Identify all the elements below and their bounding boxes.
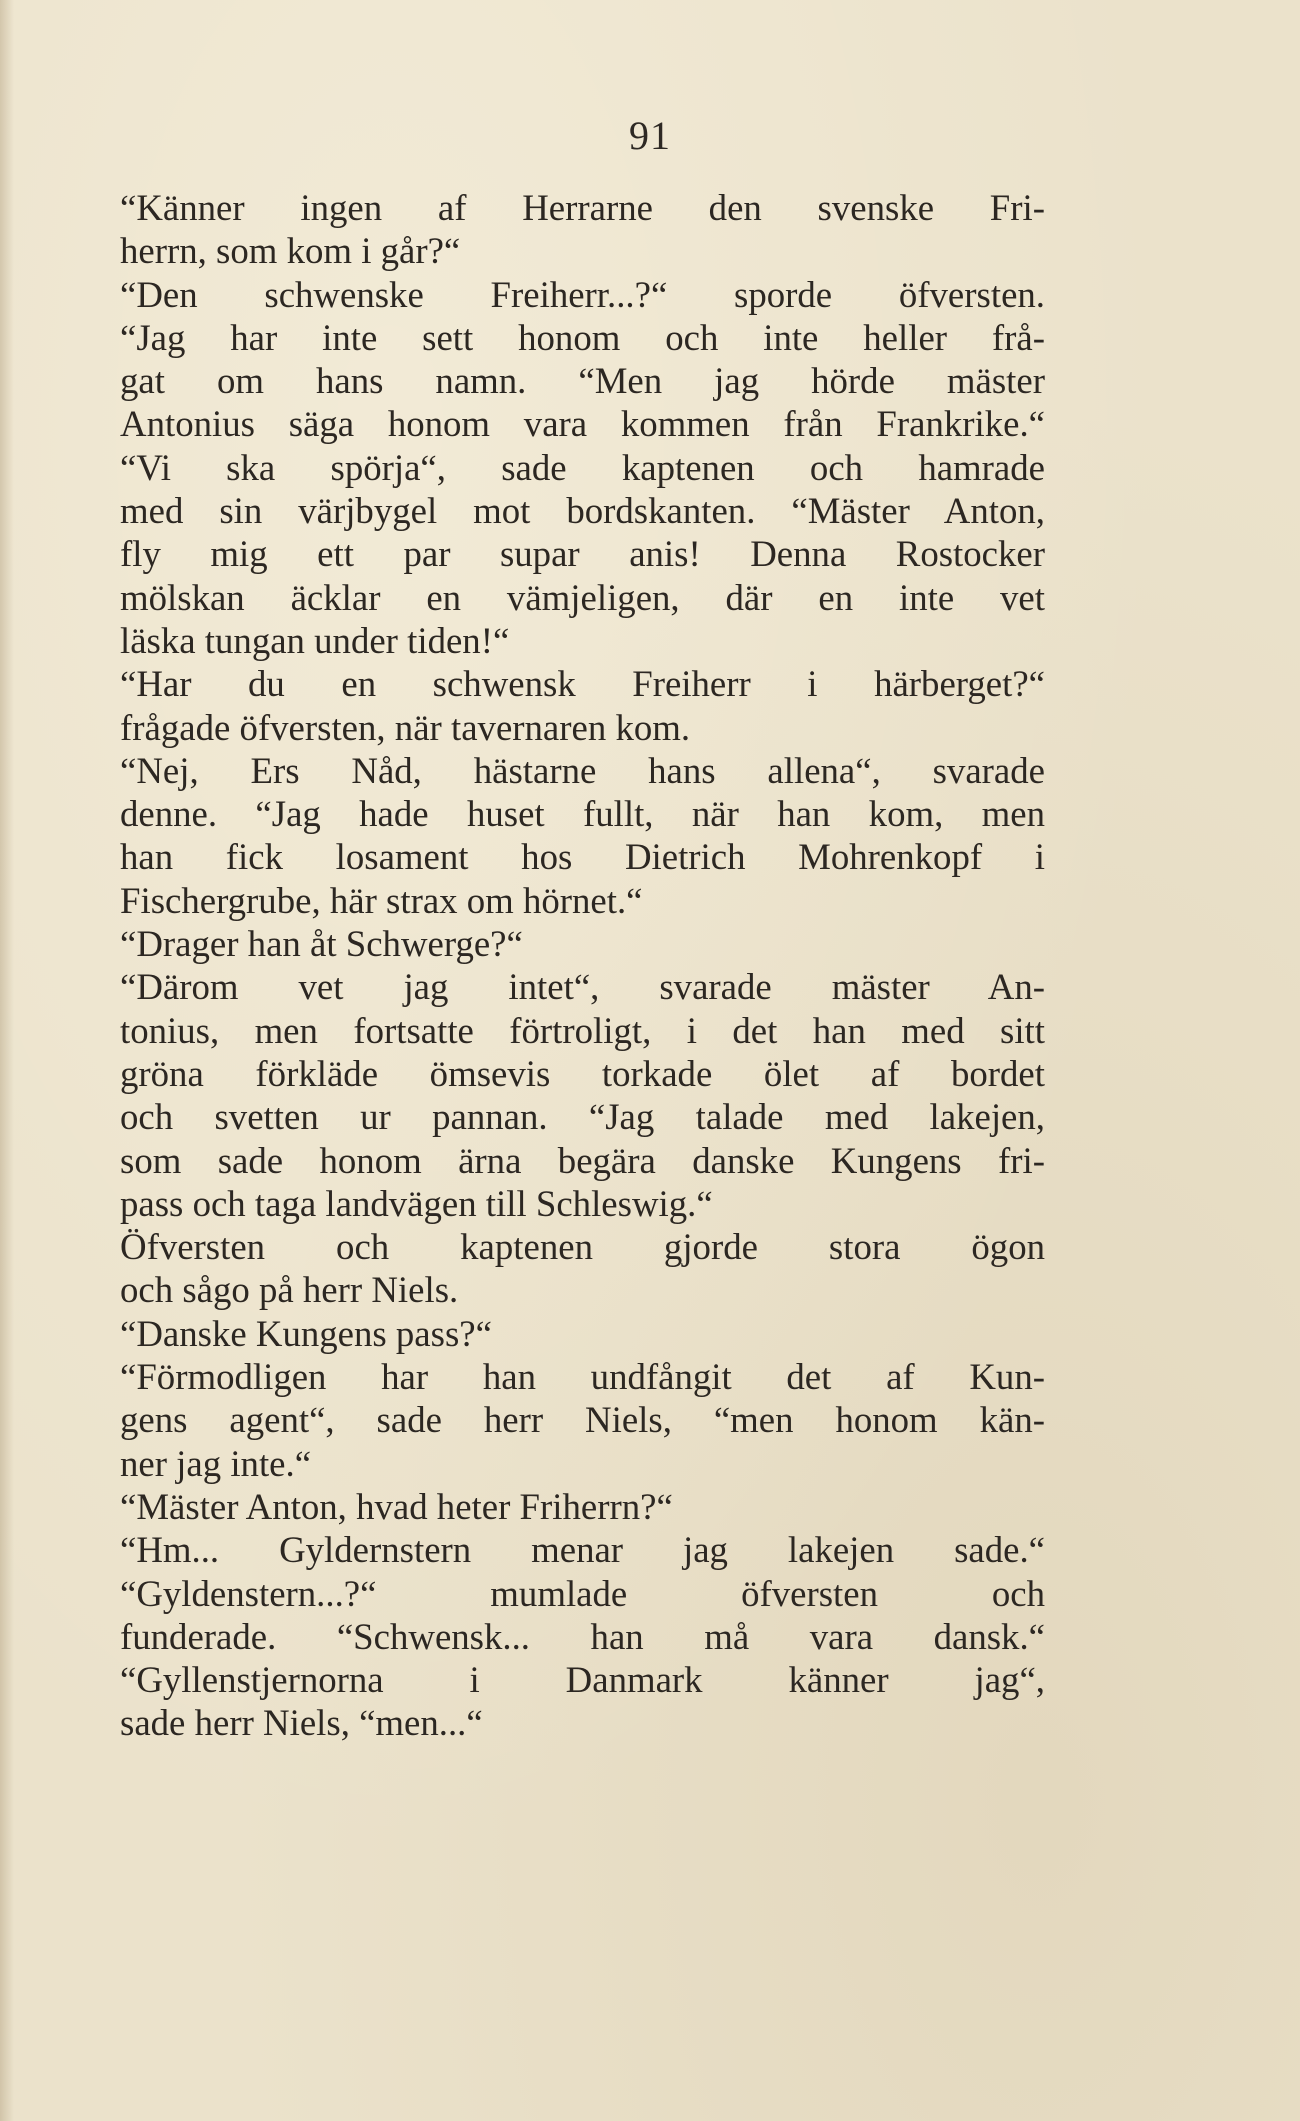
text-line: och svetten ur pannan. “Jag talade med lakejen,: [120, 1096, 1045, 1138]
text-line: “Har du en schwensk Freiherr i härberget?“: [120, 663, 1045, 705]
text-line: gens agent“, sade herr Niels, “men honom kän-: [120, 1399, 1045, 1441]
text-line: “Jag har inte sett honom och inte heller frå-: [120, 316, 1045, 358]
text-line: frågade öfversten, när tavernaren kom.: [120, 706, 691, 748]
text-line: “Mäster Anton, hvad heter Friherrn?“: [120, 1485, 673, 1527]
text-line: “Drager han åt Schwerge?“: [120, 923, 523, 965]
text-line: “Nej, Ers Nåd, hästarne hans allena“, svarade: [120, 749, 1045, 791]
text-line: herrn, som kom i går?“: [120, 230, 461, 272]
text-line: “Därom vet jag intet“, svarade mäster An-: [120, 966, 1045, 1008]
text-line: “Den schwenske Freiherr...?“ sporde öfversten.: [120, 273, 1045, 315]
text-line: läska tungan under tiden!“: [120, 619, 510, 661]
text-line: Öfversten och kaptenen gjorde stora ögon: [120, 1226, 1045, 1268]
text-line: “Hm... Gyldernstern menar jag lakejen sade.“: [120, 1529, 1045, 1571]
text-line: “Vi ska spörja“, sade kaptenen och hamrade: [120, 446, 1045, 488]
text-line: “Förmodligen har han undfångit det af Kun-: [120, 1356, 1045, 1398]
text-line: sade herr Niels, “men...“: [120, 1702, 483, 1744]
text-line: och sågo på herr Niels.: [120, 1269, 459, 1311]
text-line: han fick losament hos Dietrich Mohrenkopf i: [120, 836, 1045, 878]
text-line: mölskan äcklar en vämjeligen, där en inte vet: [120, 576, 1045, 618]
text-line: “Danske Kungens pass?“: [120, 1312, 492, 1354]
text-line: tonius, men fortsatte förtroligt, i det han med sitt: [120, 1009, 1045, 1051]
text-line: som sade honom ärna begära danske Kungens fri-: [120, 1139, 1045, 1181]
text-line: funderade. “Schwensk... han må vara dansk.“: [120, 1615, 1045, 1657]
text-line: denne. “Jag hade huset fullt, när han kom, men: [120, 793, 1045, 835]
text-line: “Gyldenstern...?“ mumlade öfversten och: [120, 1572, 1045, 1614]
text-line: Antonius säga honom vara kommen från Frankrike.“: [120, 403, 1045, 445]
text-line: fly mig ett par supar anis! Denna Rostocker: [120, 533, 1045, 575]
text-line: ner jag inte.“: [120, 1442, 312, 1484]
text-line: “Känner ingen af Herrarne den svenske Fri-: [120, 187, 1045, 228]
text-line: Fischergrube, här strax om hörnet.“: [120, 879, 643, 921]
page-number: 91: [629, 113, 671, 158]
text-line: pass och taga landvägen till Schleswig.“: [120, 1182, 713, 1224]
text-line: med sin värjbygel mot bordskanten. “Mäster Anton,: [120, 490, 1045, 532]
text-line: gat om hans namn. “Men jag hörde mäster: [120, 360, 1045, 402]
text-line: “Gyllenstjernorna i Danmark känner jag“,: [120, 1659, 1045, 1701]
page-edge-shadow: [0, 0, 14, 2121]
body-text: [120, 186, 1045, 1745]
text-line: gröna förkläde ömsevis torkade ölet af bordet: [120, 1052, 1045, 1094]
